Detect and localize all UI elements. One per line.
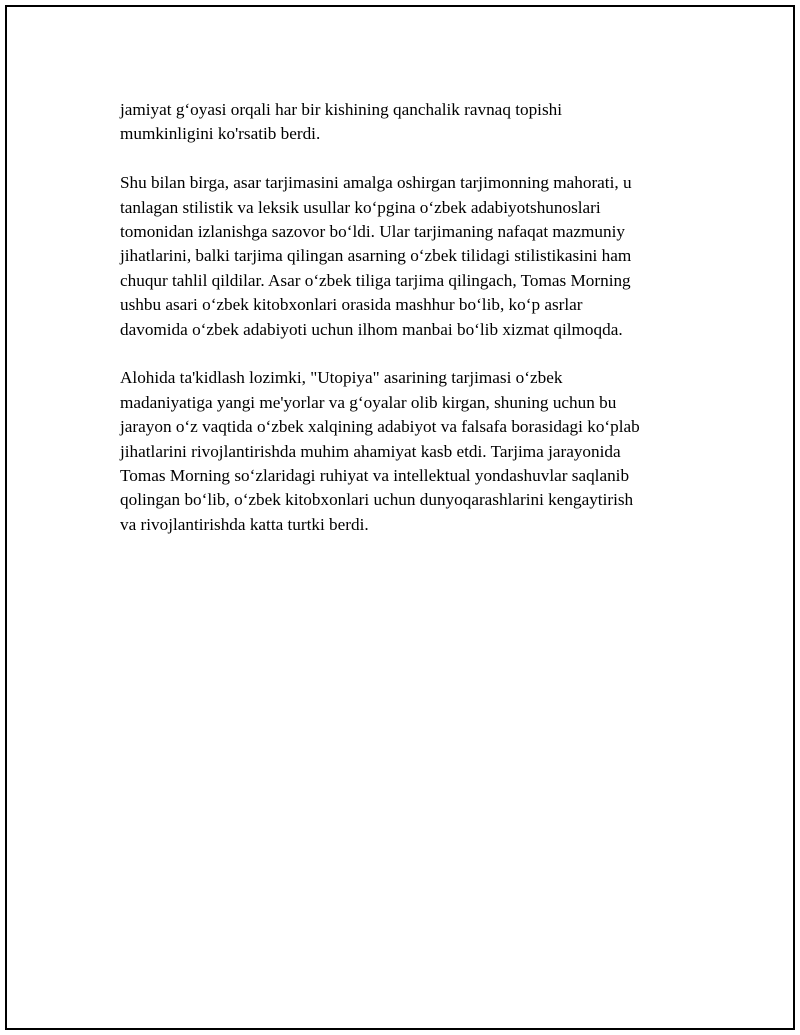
text-line: qolingan bo‘lib, o‘zbek kitobxonlari uchun dunyoqarashlarini kengaytirish [120, 490, 634, 510]
text-line: Alohida ta'kidlash lozimki, "Utopiya" asarining tarjimasi o‘zbek [120, 368, 563, 388]
text-line: jihatlarini rivojlantirishda muhim ahamiyat kasb etdi. Tarjima jarayonida [120, 441, 621, 461]
text-line: Tomas Morning so‘zlaridagi ruhiyat va intellektual yondashuvlar saqlanib [120, 466, 630, 486]
paragraph-3 [120, 366, 710, 537]
page-frame [5, 5, 795, 1030]
text-line: va rivojlantirishda katta turtki berdi. [120, 514, 369, 534]
paragraph-2 [120, 171, 710, 342]
text-line: tanlagan stilistik va leksik usullar ko‘pgina o‘zbek adabiyotshunoslari [120, 197, 601, 217]
text-line: davomida o‘zbek adabiyoti uchun ilhom manbai bo‘lib xizmat qilmoqda. [120, 319, 623, 339]
text-line: chuqur tahlil qildilar. Asar o‘zbek tiliga tarjima qilingach, Tomas Morning [120, 270, 631, 290]
document-body [120, 98, 710, 562]
paragraph-1 [120, 98, 710, 147]
text-line: mumkinligini ko'rsatib berdi. [120, 124, 321, 144]
text-line: jarayon o‘z vaqtida o‘zbek xalqining adabiyot va falsafa borasidagi ko‘plab [120, 417, 640, 437]
text-line: ushbu asari o‘zbek kitobxonlari orasida mashhur bo‘lib, ko‘p asrlar [120, 295, 583, 315]
text-line: jihatlarini, balki tarjima qilingan asarning o‘zbek tilidagi stilistikasini ham [120, 246, 632, 266]
text-line: Shu bilan birga, asar tarjimasini amalga oshirgan tarjimonning mahorati, u [120, 173, 632, 193]
text-line: tomonidan izlanishga sazovor bo‘ldi. Ular tarjimaning nafaqat mazmuniy [120, 222, 625, 242]
text-line: jamiyat g‘oyasi orqali har bir kishining qanchalik ravnaq topishi [120, 100, 562, 119]
text-line: madaniyatiga yangi me'yorlar va g‘oyalar olib kirgan, shuning uchun bu [120, 392, 617, 412]
